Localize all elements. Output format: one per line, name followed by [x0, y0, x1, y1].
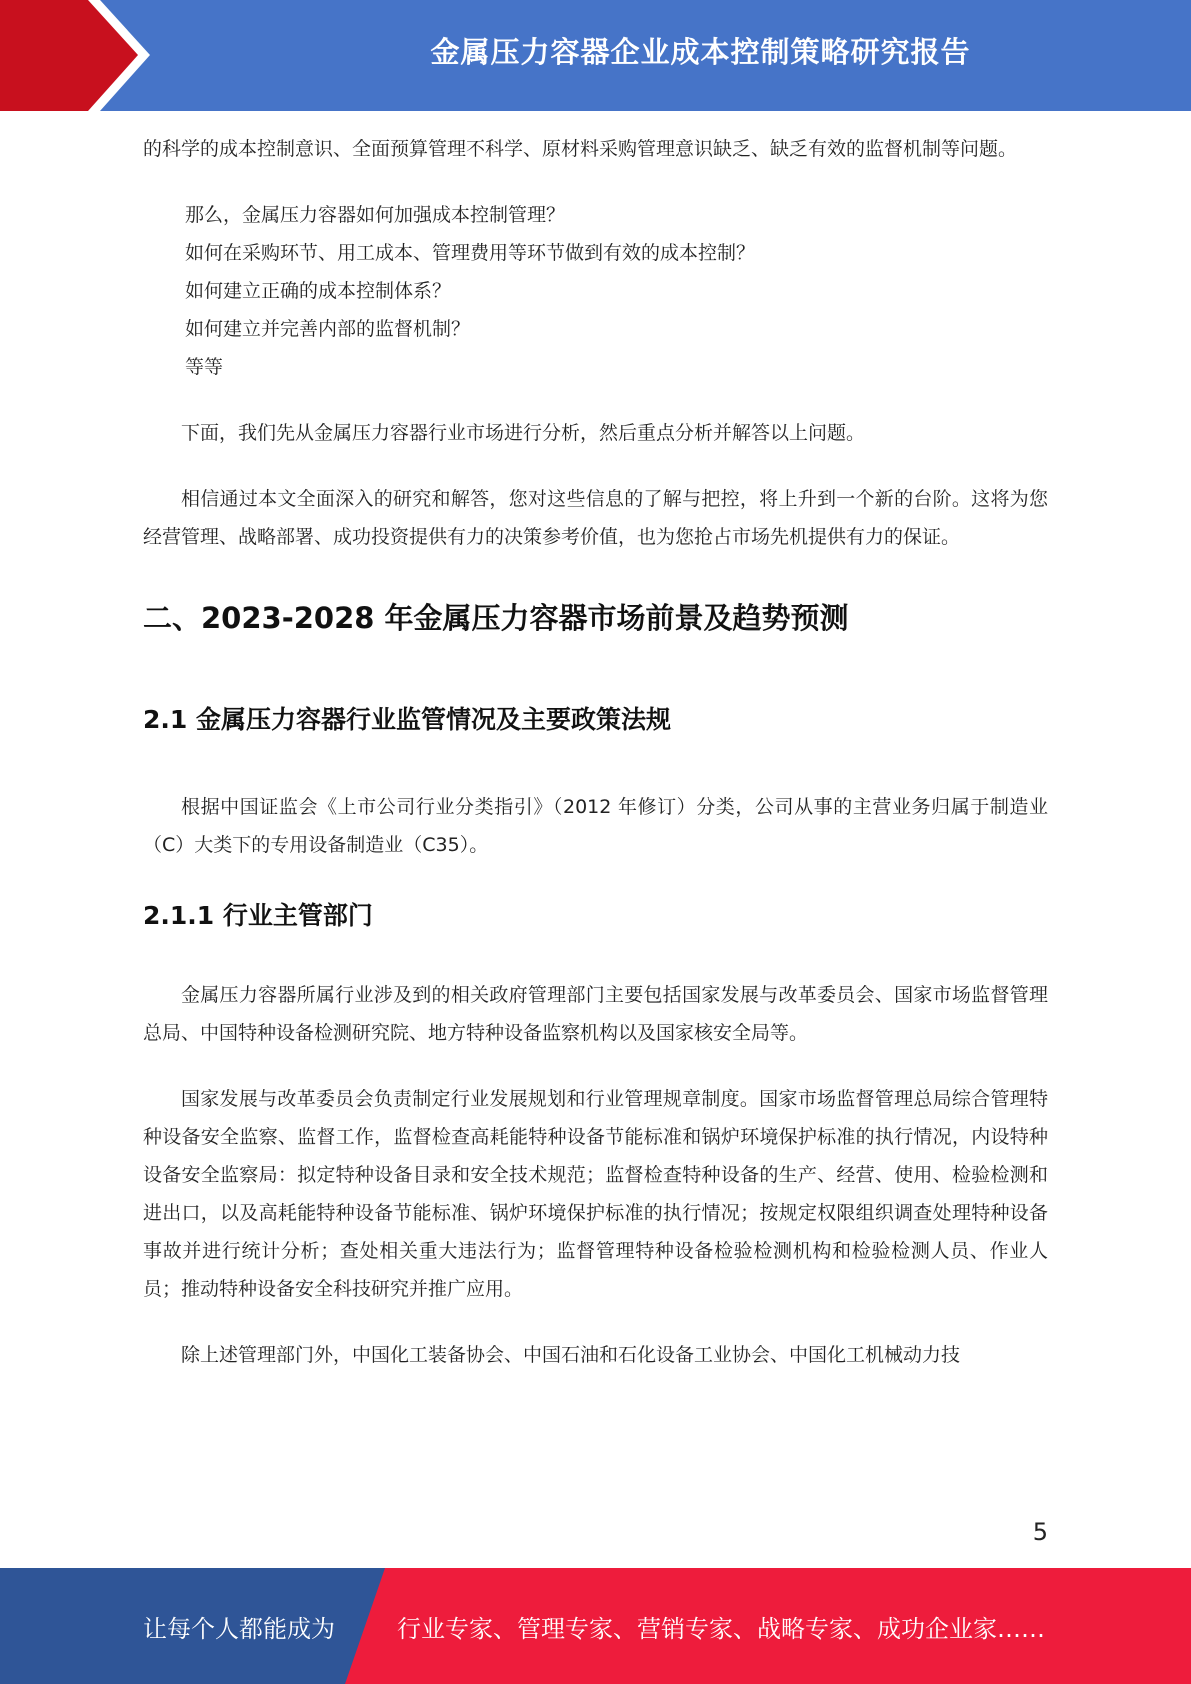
page-header: [0, 0, 1191, 111]
page-number: 5: [1032, 1518, 1048, 1546]
subsection-heading: 2.1.1 行业主管部门: [143, 901, 373, 930]
footer-slogan-left: 让每个人都能成为: [143, 1614, 335, 1643]
question-item: 如何建立正确的成本控制体系？: [185, 280, 452, 302]
paragraph-responsibilities: 国家发展与改革委员会负责制定行业发展规划和行业管理规章制度。国家市场监督管理总局综合管理特种设备安全监察、监督工作，监督检查高耗能特种设备节能标准和锅炉环境保护标准的执行情况，内设特种设备安全监察局：拟定特种设备目录和安全技术规范；监督检查特种设备的生产、经营、使用、检验检测和进出口，以及高耗能特种设备节能标准、锅炉环境保护标准的执行情况；按规定权限组织调查处理特种设备事故并进行统计分析；查处相关重大违法行为；监督管理特种设备检验检测机构和检验检测人员、作业人员；推动特种设备安全科技研究并推广应用。: [143, 1088, 1048, 1300]
report-title: 金属压力容器企业成本控制策略研究报告: [430, 34, 971, 69]
question-list: [143, 196, 1048, 386]
paragraph-departments: 金属压力容器所属行业涉及到的相关政府管理部门主要包括国家发展与改革委员会、国家市场监督管理总局、中国特种设备检测研究院、地方特种设备监察机构以及国家核安全局等。: [143, 984, 1048, 1044]
paragraph-associations: 除上述管理部门外，中国化工装备协会、中国石油和石化设备工业协会、中国化工机械动力技: [181, 1344, 961, 1366]
question-item: 等等: [185, 356, 224, 378]
paragraph-classification: 根据中国证监会《上市公司行业分类指引》（2012 年修订）分类，公司从事的主营业务归属于制造业（C）大类下的专用设备制造业（C35）。: [143, 796, 1048, 856]
paragraph-next-steps: 下面，我们先从金属压力容器行业市场进行分析，然后重点分析并解答以上问题。: [181, 422, 866, 444]
section-heading: 二、2023-2028 年金属压力容器市场前景及趋势预测: [143, 601, 849, 635]
paragraph-continued: 的科学的成本控制意识、全面预算管理不科学、原材料采购管理意识缺乏、缺乏有效的监督机制等问题。: [143, 138, 1018, 160]
question-item: 那么，金属压力容器如何加强成本控制管理？: [185, 204, 566, 226]
page-content: [143, 130, 1048, 1374]
subsection-heading: 2.1 金属压力容器行业监管情况及主要政策法规: [143, 705, 671, 734]
footer-slogan-right: 行业专家、管理专家、营销专家、战略专家、成功企业家……: [397, 1614, 1045, 1643]
question-item: 如何建立并完善内部的监督机制？: [185, 318, 471, 340]
paragraph-value: 相信通过本文全面深入的研究和解答，您对这些信息的了解与把控，将上升到一个新的台阶。这将为您经营管理、战略部署、成功投资提供有力的决策参考价值，也为您抢占市场先机提供有力的保证。: [143, 488, 1048, 548]
question-item: 如何在采购环节、用工成本、管理费用等环节做到有效的成本控制？: [185, 242, 756, 264]
page-footer: [0, 1568, 1191, 1684]
